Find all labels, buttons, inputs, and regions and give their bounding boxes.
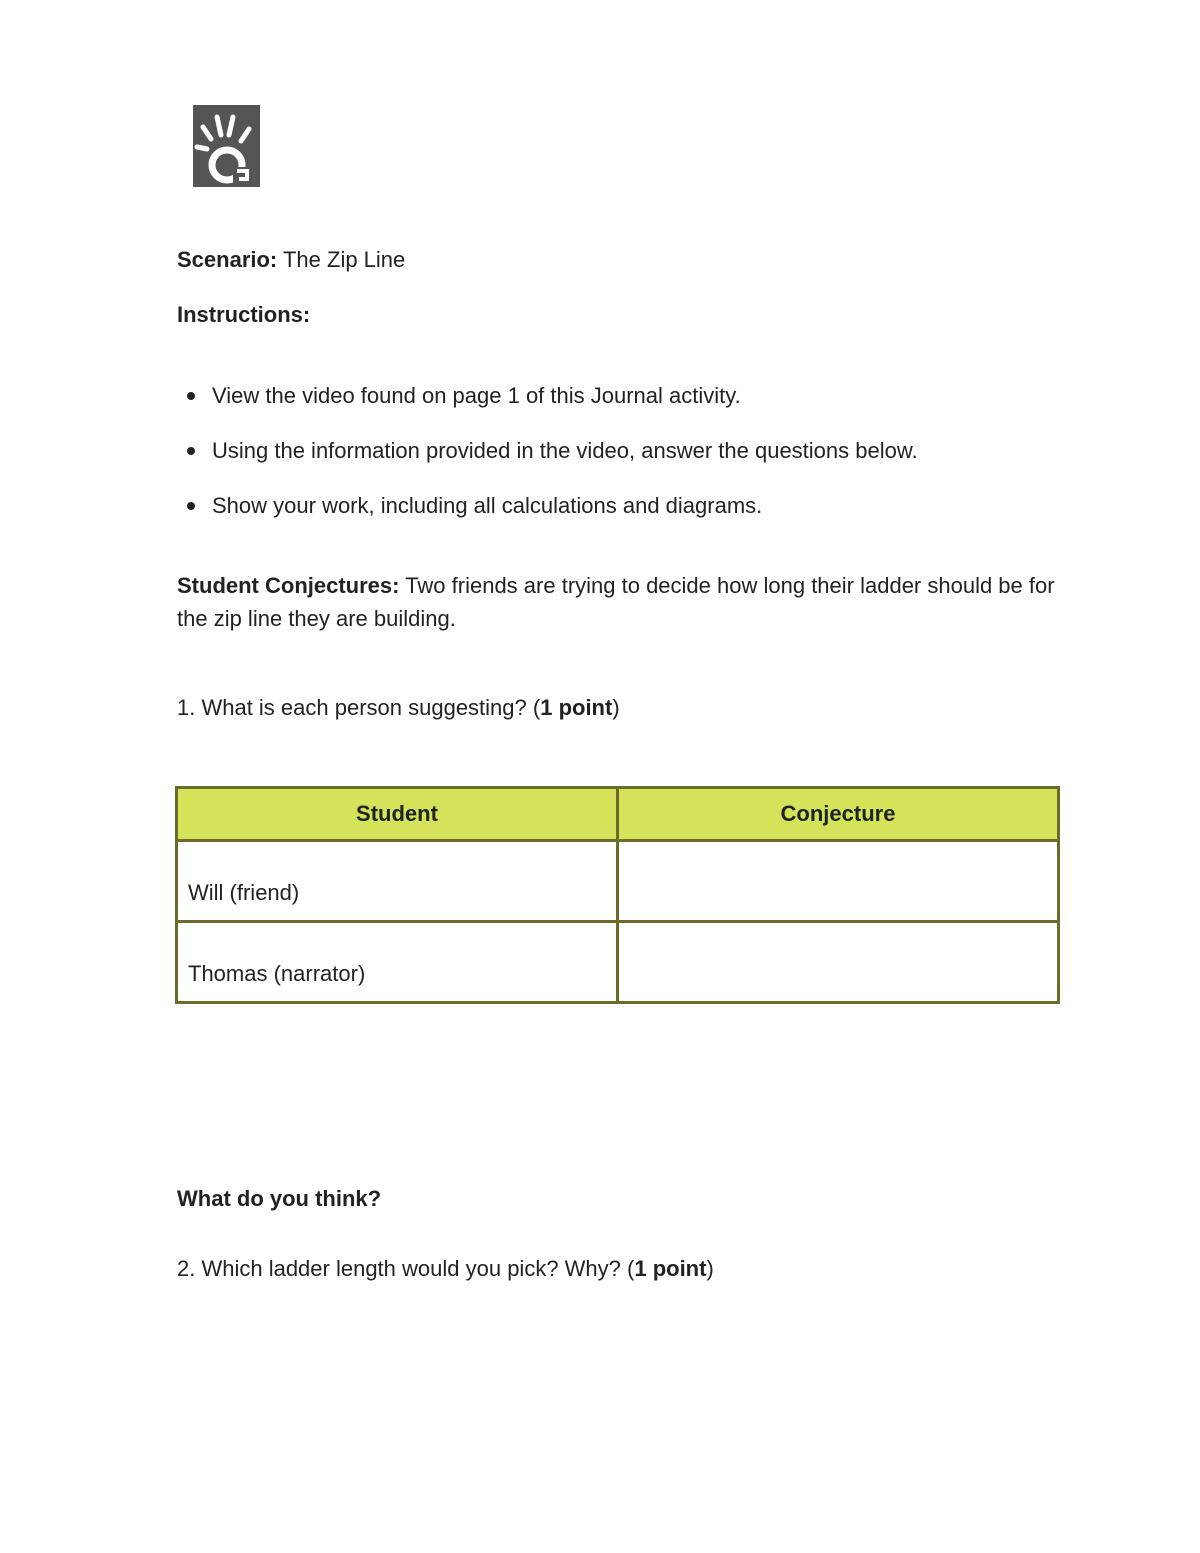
question-1-text: 1. What is each person suggesting? ( bbox=[177, 695, 541, 720]
scenario-label: Scenario: bbox=[177, 247, 278, 272]
column-header-student: Student bbox=[177, 788, 618, 841]
spark-bulb-icon bbox=[193, 105, 260, 187]
list-item: Using the information provided in the video, answer the questions below. bbox=[177, 436, 918, 491]
conjectures-text: Two friends are trying to decide how long their ladder should be for the zip line they are building. bbox=[177, 573, 1055, 631]
question-2-points: 1 point bbox=[634, 1256, 707, 1281]
what-think-heading: What do you think? bbox=[177, 1186, 382, 1211]
question-1-points: 1 point bbox=[540, 695, 613, 720]
question-2-text: 2. Which ladder length would you pick? Why? ( bbox=[177, 1256, 635, 1281]
question-2-suffix: ) bbox=[706, 1256, 714, 1281]
conjecture-table bbox=[175, 786, 1060, 1004]
table-row bbox=[177, 841, 1059, 922]
table-header-row bbox=[177, 788, 1059, 841]
conjecture-answer-cell[interactable] bbox=[618, 841, 1059, 922]
question-2 bbox=[177, 1256, 714, 1282]
student-cell: Thomas (narrator) bbox=[177, 922, 618, 1003]
conjecture-answer-cell[interactable] bbox=[618, 922, 1059, 1003]
list-item: Show your work, including all calculations and diagrams. bbox=[177, 491, 918, 546]
list-item: View the video found on page 1 of this Journal activity. bbox=[177, 381, 918, 436]
question-1-suffix: ) bbox=[612, 695, 620, 720]
conjectures-label: Student Conjectures: bbox=[177, 573, 400, 598]
instructions-list bbox=[177, 381, 918, 546]
conjectures-paragraph bbox=[177, 569, 1057, 635]
instructions-heading: Instructions: bbox=[177, 302, 311, 327]
scenario-value: The Zip Line bbox=[282, 247, 406, 272]
column-header-conjecture: Conjecture bbox=[618, 788, 1059, 841]
logo bbox=[193, 105, 260, 187]
scenario-line bbox=[177, 247, 405, 273]
student-cell: Will (friend) bbox=[177, 841, 618, 922]
question-1 bbox=[177, 695, 620, 721]
table-row bbox=[177, 922, 1059, 1003]
